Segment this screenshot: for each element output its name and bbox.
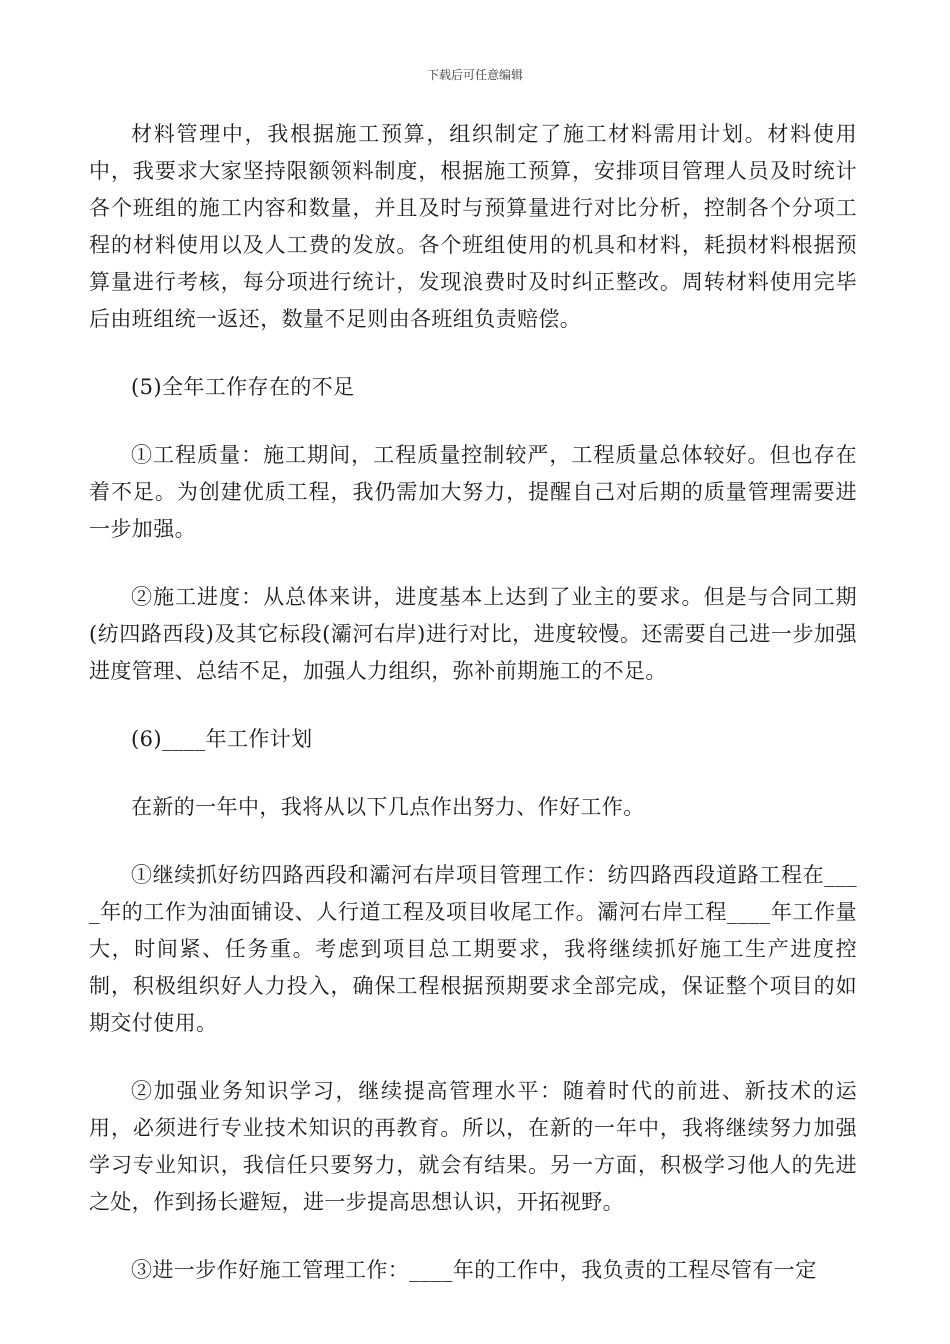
section-heading-work-plan: (6)____年工作计划 (131, 727, 313, 751)
page-header: 下载后可任意编辑 (426, 68, 523, 82)
paragraph-progress: ②施工进度：从总体来讲，进度基本上达到了业主的要求。但是与合同工期(纺四路西段)及其它标段(灞河右岸)进行对比，进度较慢。还需要自己进一步加强进度管理、总结不足，加强人力组织，弥补前期施工的不足。 (89, 585, 857, 683)
paragraph-plan-learning: ②加强业务知识学习，继续提高管理水平：随着时代的前进、新技术的运用，必须进行专业技术知识的再教育。所以，在新的一年中，我将继续努力加强学习专业知识，我信任只要努力，就会有结果。另一方面，积极学习他人的先进之处，作到扬长避短，进一步提高思想认识，开拓视野。 (89, 1079, 857, 1214)
paragraph-material-management: 材料管理中，我根据施工预算，组织制定了施工材料需用计划。材料使用中，我要求大家坚持限额领料制度，根据施工预算，安排项目管理人员及时统计各个班组的施工内容和数量，并且及时与预算量进行对比分析，控制各个分项工程的材料使用以及人工费的发放。各个班组使用的机具和材料，耗损材料根据预算量进行考核，每分项进行统计，发现浪费时及时纠正整改。周转材料使用完毕后由班组统一返还，数量不足则由各班组负责赔偿。 (89, 122, 857, 331)
paragraph-plan-construction-management: ③进一步作好施工管理工作：____年的工作中，我负责的工程尽管有一定 (131, 1258, 817, 1282)
paragraph-plan-project-management: ①继续抓好纺四路西段和灞河右岸项目管理工作：纺四路西段道路工程在____年的工作为油面铺设、人行道工程及项目收尾工作。灞河右岸工程____年工作量大，时间紧、任务重。考虑到项目总工期要求，我将继续抓好施工生产进度控制，积极组织好人力投入，确保工程根据预期要求全部完成，保证整个项目的如期交付使用。 (89, 863, 857, 1035)
document-body (89, 116, 857, 1289)
paragraph-plan-intro: 在新的一年中，我将从以下几点作出努力、作好工作。 (131, 795, 645, 819)
paragraph-quality: ①工程质量：施工期间，工程质量控制较严，工程质量总体较好。但也存在着不足。为创建优质工程，我仍需加大努力，提醒自己对后期的质量管理需要进一步加强。 (89, 443, 857, 541)
section-heading-shortcomings: (5)全年工作存在的不足 (131, 375, 355, 399)
